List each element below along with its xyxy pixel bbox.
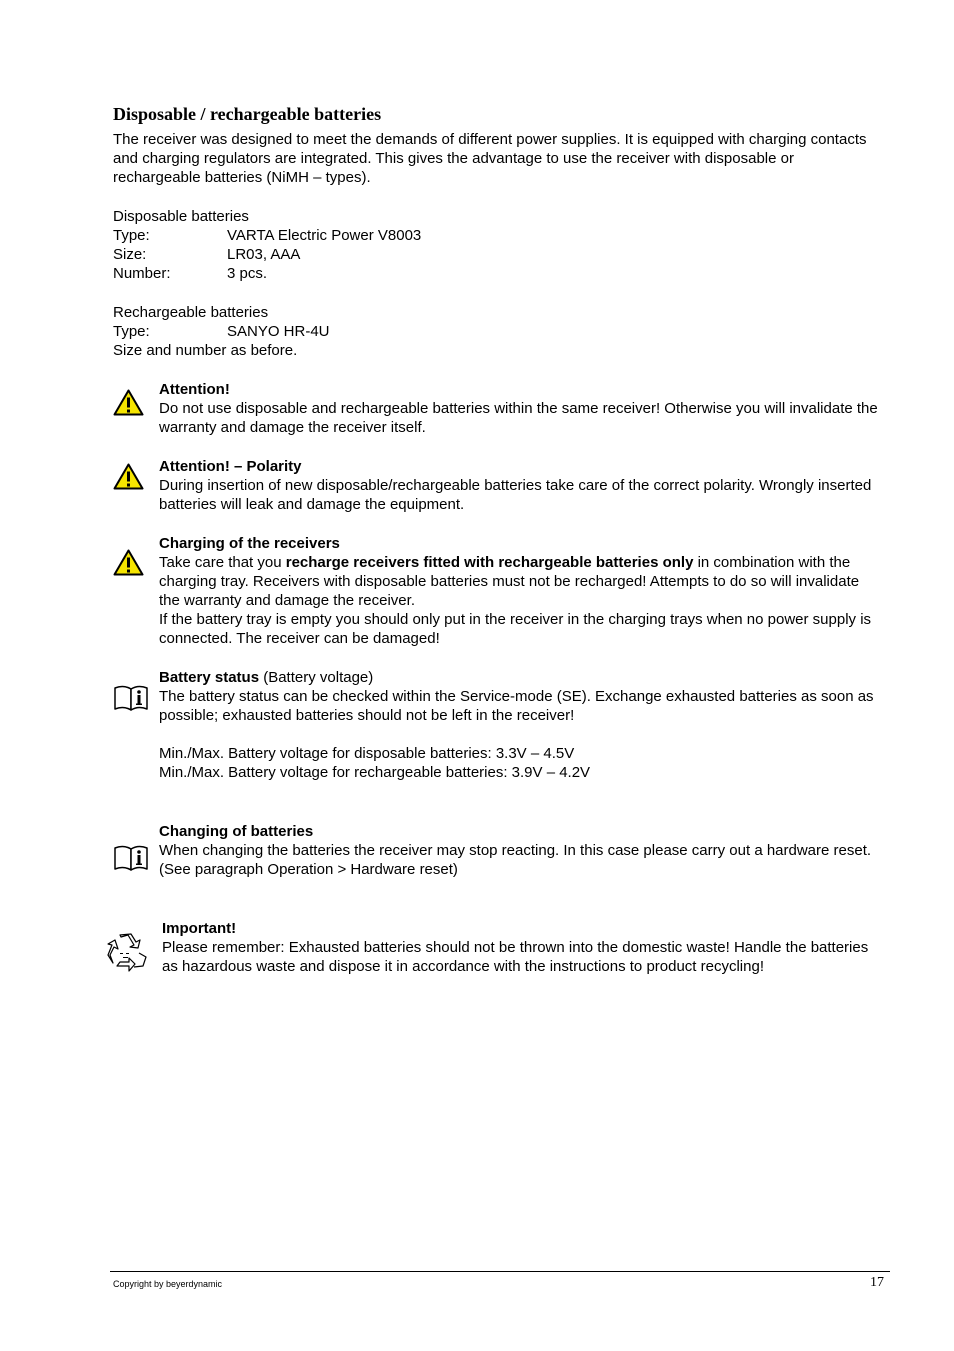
spec-key: Number:: [113, 265, 171, 282]
charging-text-start: Take care that you: [159, 554, 286, 571]
recycle-icon: [107, 933, 149, 973]
changing-text-2: (See paragraph Operation > Hardware reset): [159, 861, 458, 878]
warning-triangle-icon: [113, 389, 144, 416]
warning-triangle-icon: [113, 549, 144, 576]
battery-status-text: The battery status can be checked within the Service-mode (SE). Exchange exhausted batteries as soon as possible; exhausted batteries should not be left in the receiver!: [159, 688, 874, 724]
info-book-icon: [113, 844, 149, 872]
intro-paragraph: The receiver was designed to meet the demands of different power supplies. It is equipped with charging contacts and charging regulators are integrated. This gives the advantage to use the receiver with disposable or rechargeable batteries (NiMH – types).: [113, 131, 867, 186]
rechargeable-note: Size and number as before.: [113, 342, 298, 359]
warning-triangle-icon: [113, 463, 144, 490]
important-title: Important!: [162, 920, 237, 937]
charging-text: [159, 553, 883, 610]
charging-text-end: in combination with the charging tray. Receivers with disposable batteries must not be recharged! Attempts to do so will invalidate the warranty and damage the receiver.: [159, 554, 860, 609]
info-book-icon: [113, 684, 149, 712]
spec-row: [113, 264, 883, 283]
section-heading: Disposable / rechargeable batteries: [113, 104, 382, 124]
spec-value: SANYO HR-4U: [227, 323, 330, 340]
important-text: Please remember: Exhausted batteries should not be thrown into the domestic waste! Handle the batteries as hazardous waste and dispose it in accordance with the instructions to product recycling!: [162, 939, 869, 975]
charging-title: Charging of the receivers: [159, 535, 340, 552]
charging-text-emphasis: recharge receivers fitted with rechargeable batteries only: [285, 554, 694, 571]
spec-value: LR03, AAA: [227, 246, 301, 263]
page-number: 17: [870, 1275, 884, 1290]
polarity-title: Attention! – Polarity: [159, 458, 302, 475]
charging-text-2: If the battery tray is empty you should only put in the receiver in the charging trays when no power supply is connected. The receiver can be damaged!: [159, 611, 872, 647]
battery-status-title-suffix: (Battery voltage): [259, 669, 374, 686]
disposable-title: Disposable batteries: [113, 208, 249, 225]
footer-divider: [110, 1271, 890, 1272]
spec-key: Type:: [113, 323, 150, 340]
battery-status-heading: [159, 668, 883, 687]
spec-value: 3 pcs.: [227, 265, 268, 282]
changing-text: When changing the batteries the receiver may stop reacting. In this case please carry out a hardware reset.: [159, 842, 872, 859]
rechargeable-spec: [113, 303, 883, 360]
polarity-text: During insertion of new disposable/rechargeable batteries take care of the correct polarity. Wrongly inserted batteries will leak and damage the equipment.: [159, 477, 872, 513]
spec-row: [113, 322, 883, 341]
spec-row: [113, 226, 883, 245]
disposable-spec: [113, 207, 883, 283]
spec-key: Size:: [113, 246, 147, 263]
attention-text: Do not use disposable and rechargeable batteries within the same receiver! Otherwise you will invalidate the warranty and damage the receiver itself.: [159, 400, 878, 436]
battery-status-title: Battery status: [159, 669, 260, 686]
spec-row: [113, 245, 883, 264]
attention-title: Attention!: [159, 381, 230, 398]
spec-value: VARTA Electric Power V8003: [227, 227, 422, 244]
voltage-rechargeable: Min./Max. Battery voltage for rechargeable batteries: 3.9V – 4.2V: [159, 764, 591, 781]
spec-key: Type:: [113, 227, 150, 244]
copyright-text: Copyright by beyerdynamic: [113, 1279, 223, 1289]
rechargeable-title: Rechargeable batteries: [113, 304, 269, 321]
changing-title: Changing of batteries: [159, 823, 314, 840]
voltage-disposable: Min./Max. Battery voltage for disposable batteries: 3.3V – 4.5V: [159, 745, 575, 762]
